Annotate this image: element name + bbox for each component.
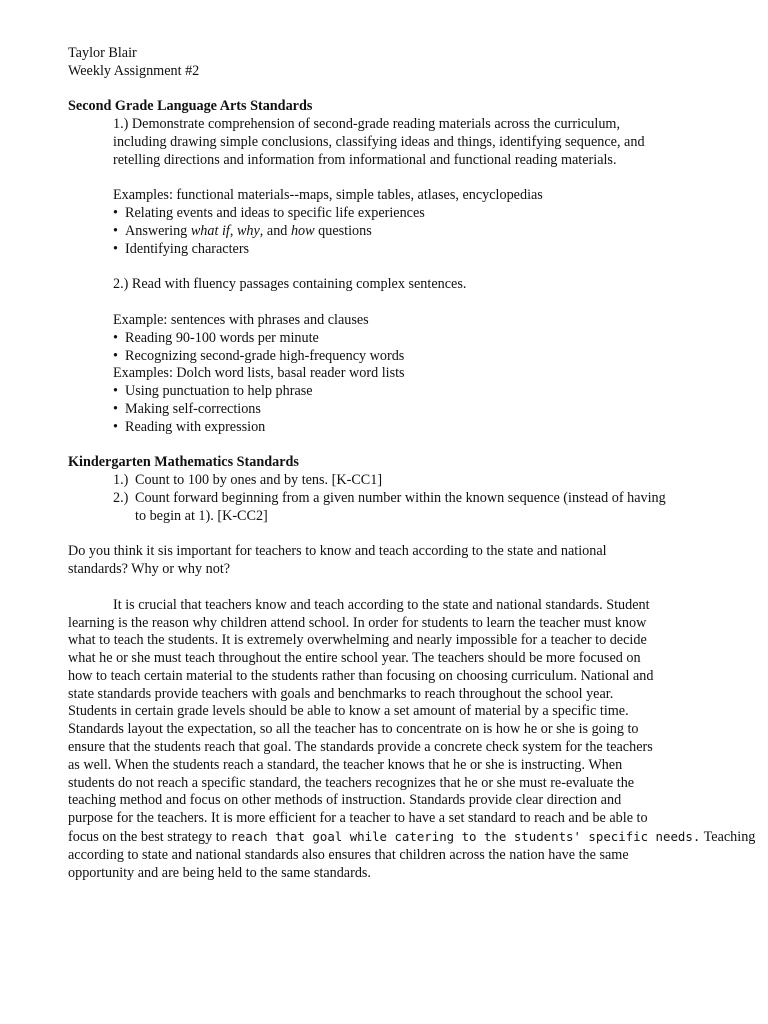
essay-line: what to teach the students. It is extremely overwhelming and nearly impossible for a teacher to decide — [68, 632, 647, 649]
standard-item-1-line-1: 1.) Demonstrate comprehension of second-grade reading materials across the curriculum, — [113, 116, 621, 133]
bullet-text: Making self-corrections — [125, 400, 261, 417]
essay-line: how to teach certain material to the students rather than focusing on choosing curriculum. National and — [68, 667, 654, 684]
essay-line: learning is the reason why children attend school. In order for students to learn the teacher must know — [68, 614, 647, 631]
examples-word-lists: Examples: Dolch word lists, basal reader word lists — [113, 365, 405, 382]
bullet-text: Using punctuation to help phrase — [125, 383, 313, 400]
standard-item-2: 2.) Read with fluency passages containing complex sentences. — [113, 276, 467, 293]
bullet-item — [68, 383, 708, 401]
essay-line: Standards layout the expectation, so all the teacher has to concentrate on is how he or she is going to — [68, 721, 639, 738]
bullet-text: Identifying characters — [125, 240, 250, 257]
bullet-dot: • — [113, 205, 118, 222]
bullet-text: Answering what if, why, and how questions — [125, 222, 372, 239]
example-sentences: Example: sentences with phrases and clauses — [113, 311, 369, 328]
bullet-item — [68, 348, 708, 366]
bullet-item — [68, 330, 708, 348]
alt-font-text: reach that goal while catering to the students' specific needs. — [230, 829, 701, 845]
bullet-dot: • — [113, 400, 118, 417]
assignment-title: Weekly Assignment #2 — [68, 62, 200, 79]
bullet-text: Recognizing second-grade high-frequency words — [125, 347, 405, 364]
essay-line: students do not reach a specific standard, the teachers recognizes that he or she must re-evaluate the — [68, 774, 635, 791]
item-number: 2.) — [113, 489, 129, 506]
examples-functional: Examples: functional materials--maps, simple tables, atlases, encyclopedias — [113, 187, 543, 204]
question-line-1: Do you think it sis important for teachers to know and teach according to the state and national — [68, 543, 607, 560]
essay-line: ensure that the students reach that goal. The standards provide a concrete check system for the teachers — [68, 739, 653, 756]
essay-line: teaching method and focus on other methods of instruction. Standards provide clear direction and — [68, 792, 622, 809]
essay-line: opportunity and are being held to the same standards. — [68, 864, 371, 881]
standard-item-1-line-3: retelling directions and information from informational and functional reading materials. — [113, 151, 617, 168]
essay-line: according to state and national standards also ensures that children across the nation have the same — [68, 846, 629, 863]
item-number: 1.) — [113, 472, 129, 489]
math-standard-1 — [68, 472, 708, 490]
bullet-item — [68, 419, 708, 437]
essay-line: purpose for the teachers. It is more efficient for a teacher to have a set standard to reach and be able to — [68, 810, 648, 827]
bullet-dot: • — [113, 329, 118, 346]
standard-item-1-line-2: including drawing simple conclusions, classifying ideas and things, identifying sequence, and — [113, 133, 645, 150]
bullet-item — [68, 401, 708, 419]
essay-line: state standards provide teachers with goals and benchmarks to reach throughout the school year. — [68, 685, 614, 702]
bullet-item — [68, 205, 708, 223]
bullet-dot: • — [113, 222, 118, 239]
item-text: Count forward beginning from a given number within the known sequence (instead of having — [135, 489, 666, 506]
essay-line: Students in certain grade levels should be able to know a set amount of material by a specific time. — [68, 703, 629, 720]
bullet-dot: • — [113, 240, 118, 257]
document-page — [68, 45, 756, 882]
bullet-dot: • — [113, 347, 118, 364]
question-line-2: standards? Why or why not? — [68, 561, 231, 578]
bullet-item — [68, 223, 708, 241]
math-standard-2 — [68, 490, 708, 508]
essay-line: focus on the best strategy to reach that goal while catering to the students' specific needs. Teaching — [68, 829, 756, 846]
bullet-dot: • — [113, 383, 118, 400]
bullet-item — [68, 241, 708, 259]
bullet-text: Reading 90-100 words per minute — [125, 329, 319, 346]
essay-line: what he or she must teach throughout the entire school year. The teachers should be more focused on — [68, 650, 641, 667]
bullet-dot: • — [113, 418, 118, 435]
math-heading: Kindergarten Mathematics Standards — [68, 454, 299, 471]
lang-arts-heading: Second Grade Language Arts Standards — [68, 98, 313, 115]
bullet-text: Relating events and ideas to specific life experiences — [125, 205, 425, 222]
essay-line: as well. When the students reach a standard, the teacher knows that he or she is instructing. When — [68, 756, 623, 773]
author-name: Taylor Blair — [68, 45, 137, 61]
item-text: Count to 100 by ones and by tens. [K-CC1] — [135, 472, 383, 489]
essay-line: It is crucial that teachers know and teach according to the state and national standards. Student — [113, 596, 650, 613]
math-standard-2-cont: to begin at 1). [K-CC2] — [135, 507, 268, 524]
essay-paragraph — [68, 596, 756, 883]
bullet-text: Reading with expression — [125, 418, 266, 435]
